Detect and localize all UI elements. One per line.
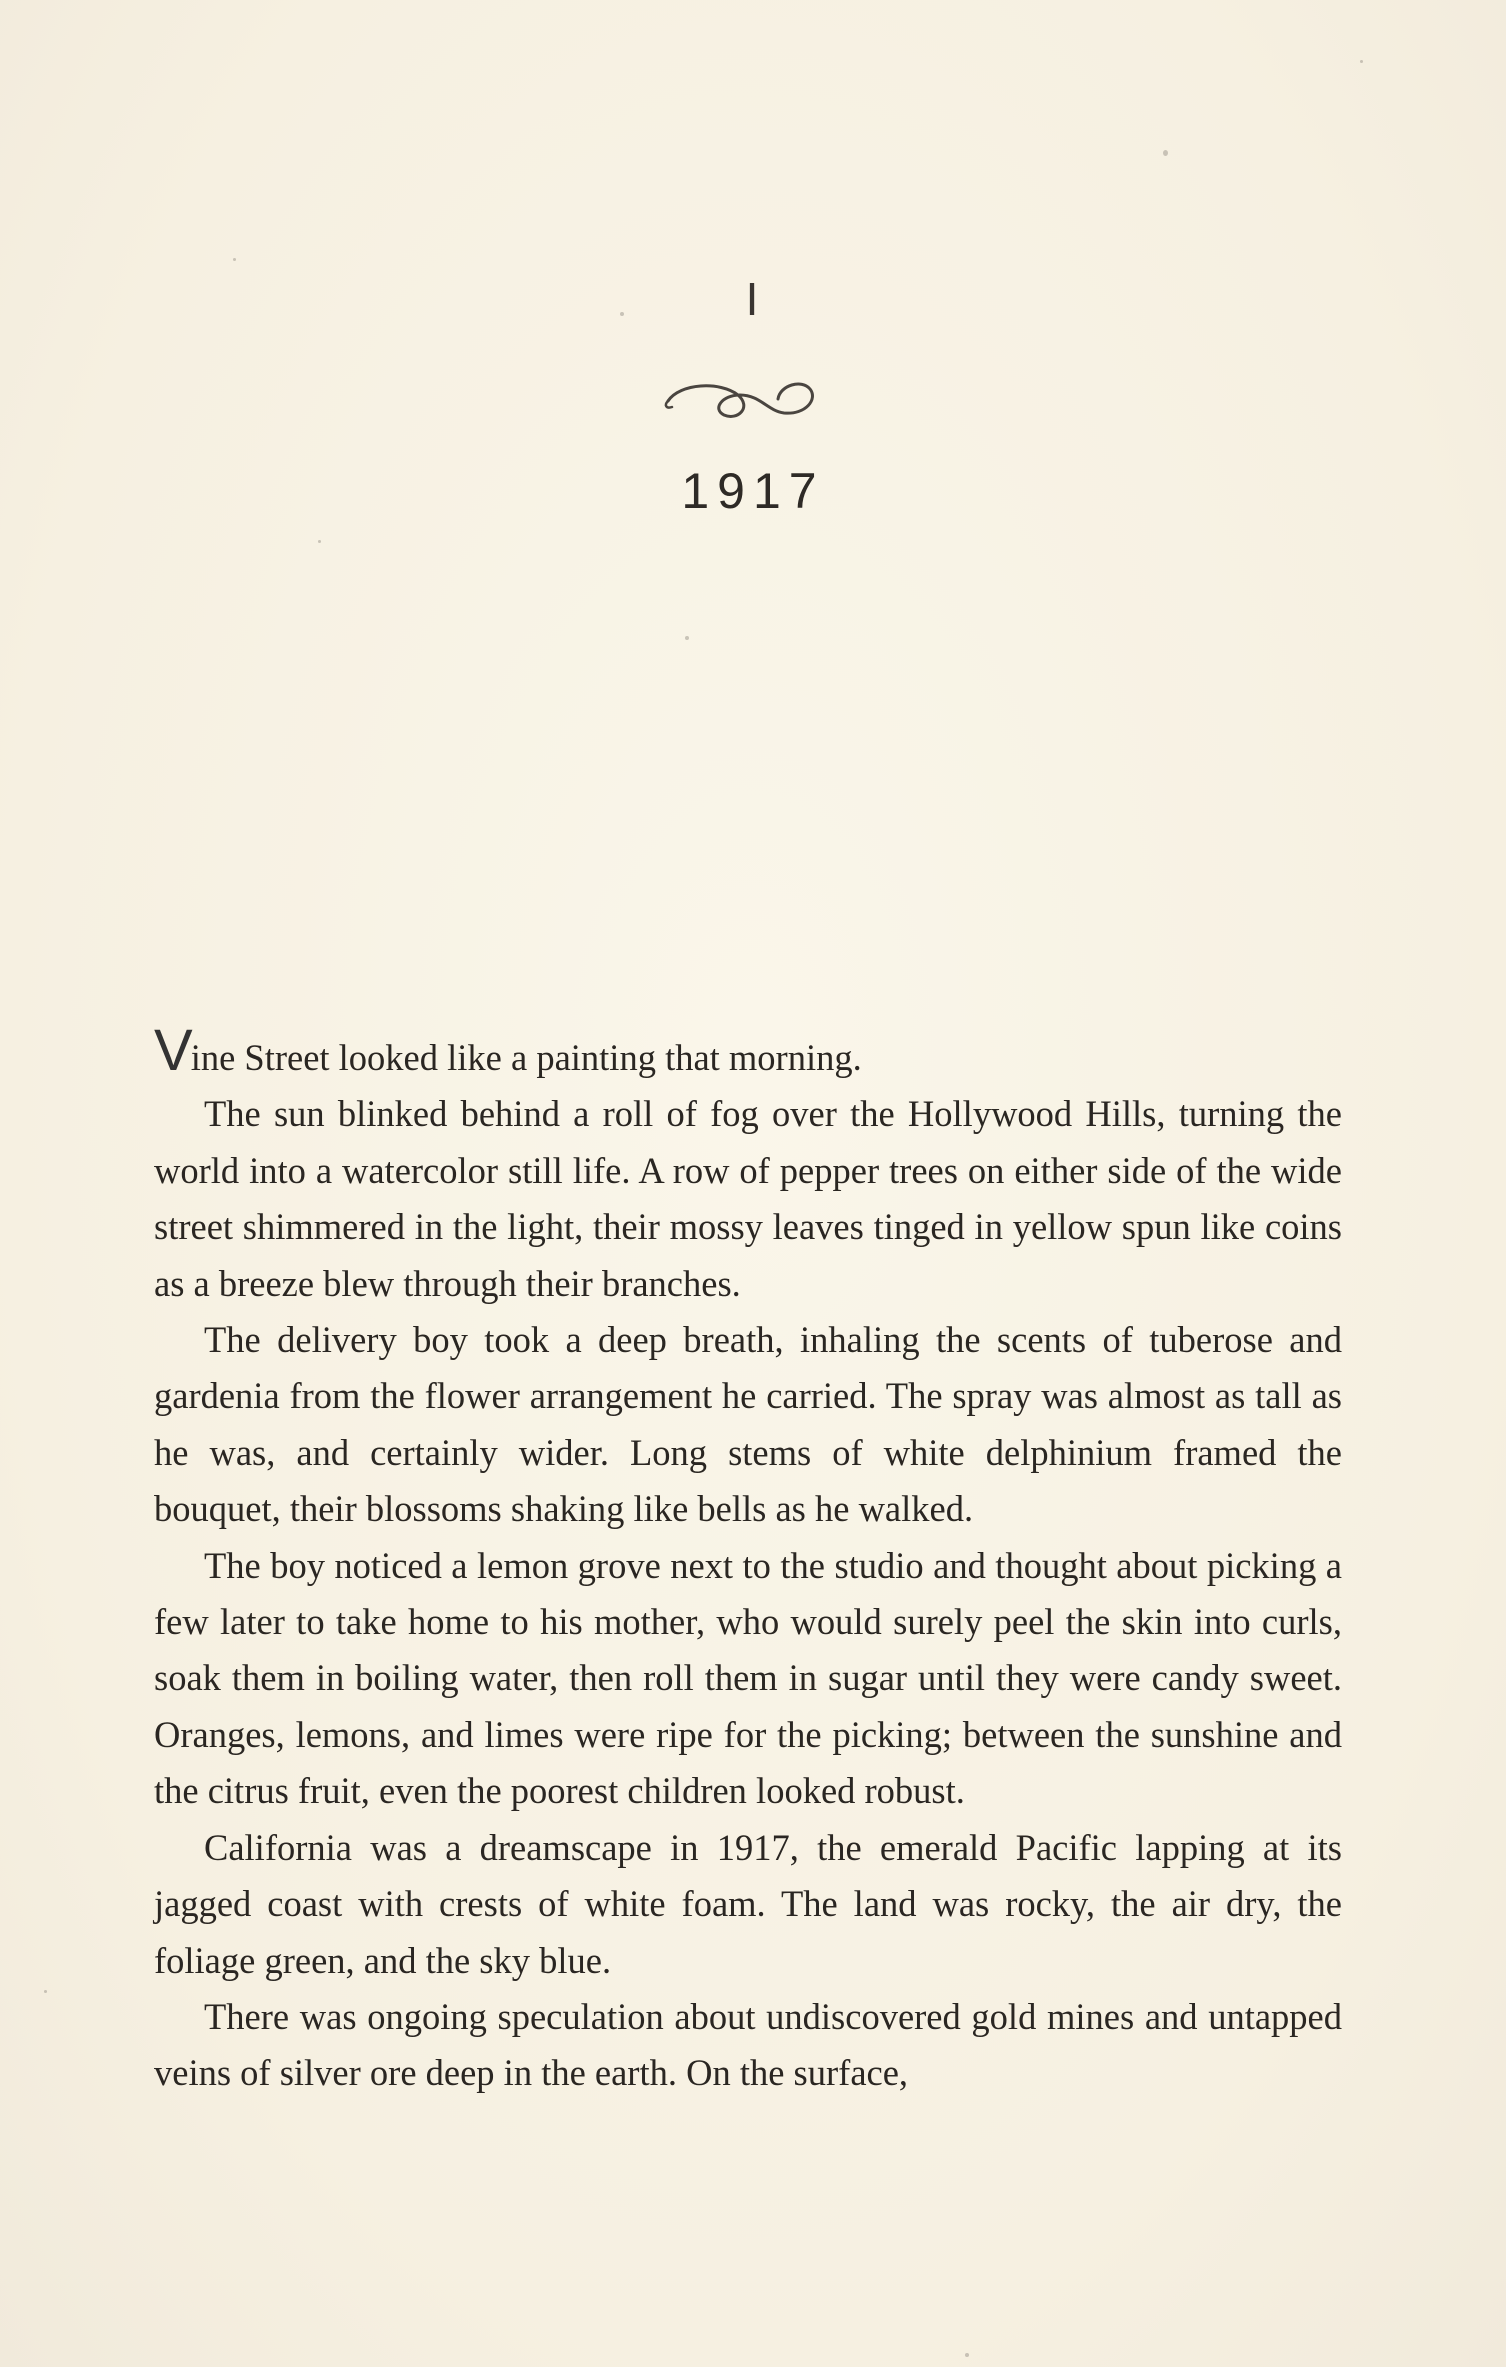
paper-speck: [685, 636, 689, 640]
drop-cap: V: [154, 1018, 191, 1083]
paper-speck: [620, 312, 624, 316]
chapter-body: [154, 1018, 1342, 2102]
paper-speck: [44, 1990, 47, 1993]
paragraph: The boy noticed a lemon grove next to the studio and thought about picking a few later to take home to his mother, who would surely peel the skin into curls, soak them in boiling water, then roll them in sugar until they were candy sweet. Oranges, lemons, and limes were ripe for the picking; between the sunshine and the citrus fruit, even the poorest children looked robust.: [154, 1544, 1342, 1812]
paragraph: The sun blinked behind a roll of fog over the Hollywood Hills, turning the world into a watercolor still life. A row of pepper trees on either side of the wide street shimmered in the light, their mossy leaves tinged in yellow spun like coins as a breeze blew through their branches.: [154, 1093, 1342, 1304]
paragraph: The delivery boy took a deep breath, inhaling the scents of tuberose and gardenia from the flower arrangement he carried. The spray was almost as tall as he was, and certainly wider. Long stems of white delphinium framed the bouquet, their blossoms shaking like bells as he walked.: [154, 1319, 1342, 1530]
paper-speck: [1360, 60, 1363, 63]
chapter-title: 1917: [681, 463, 825, 519]
paper-speck: [318, 540, 321, 543]
paper-speck: [965, 2353, 969, 2357]
opening-paragraph: [154, 1018, 1342, 1086]
chapter-number: I: [745, 273, 761, 325]
paper-speck: [233, 258, 236, 261]
paragraph: There was ongoing speculation about undiscovered gold mines and untapped veins of silver ore deep in the earth. On the surface,: [154, 1995, 1342, 2094]
opening-text: ine Street looked like a painting that morning.: [190, 1037, 862, 1078]
flourish-ornament-icon: [660, 365, 830, 425]
paragraph: California was a dreamscape in 1917, the emerald Pacific lapping at its jagged coast with crests of white foam. The land was rocky, the air dry, the foliage green, and the sky blue.: [154, 1826, 1342, 1981]
paper-speck: [1163, 150, 1168, 156]
